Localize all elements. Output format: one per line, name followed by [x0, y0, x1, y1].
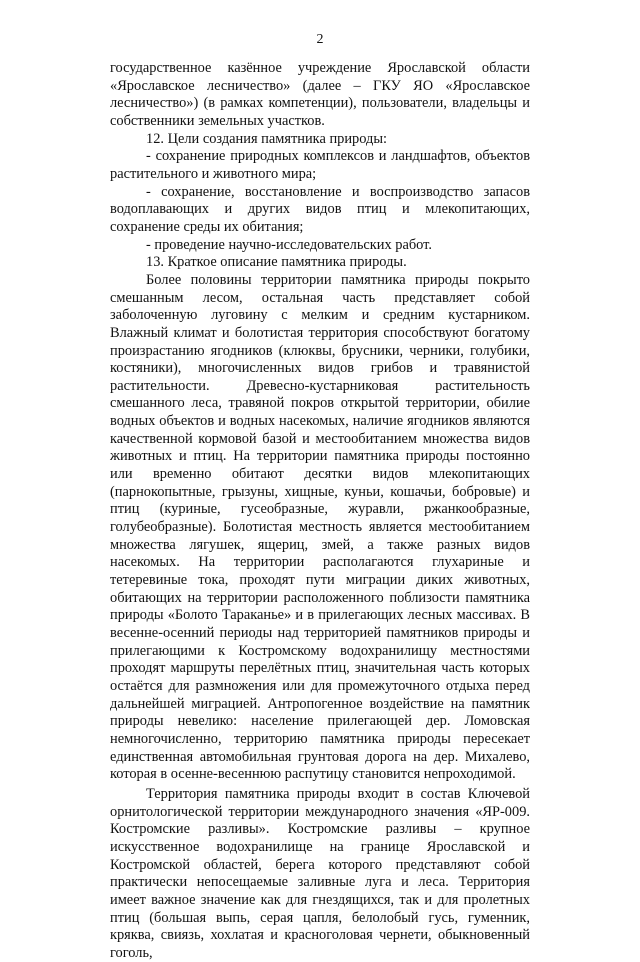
paragraph-goal-1: - сохранение природных комплексов и ландшафтов, объектов растительного и животного мира; — [110, 148, 530, 182]
page-number: 2 — [316, 32, 324, 47]
paragraph-ornithological-territory: Территория памятника природы входит в состав Ключевой орнитологической территории международного значения «ЯР-009. Костромские разливы». Костромские разливы – крупное искусственное водохранилище на границе Ярославской и Костромской областей, берега которого представляют собой практически непосещаемые заливные луга и леса. Территория имеет важное значение как для гнездящихся, так и для пролетных птиц (большая выпь, серая цапля, белолобый гусь, гуменник, кряква, свиязь, хохлатая и красноголовая чернети, обыкновенный гоголь, — [110, 785, 530, 961]
paragraph-description: Более половины территории памятника природы покрыто смешанным лесом, остальная часть представляет собой заболоченную луговину с мелким и средним кустарником. Влажный климат и болотистая территория способствуют богатому произрастанию ягодников (клюквы, брусники, черники, голубики, костяники), многочисленных видов грибов и травянистой растительности. Древесно-кустарниковая растительность смешанного леса, травяной покров открытой территории, обилие водных объектов и водных насекомых, наличие ягодников являются качественной кормовой базой и местообитанием множества видов животных и птиц. На территории памятника природы постоянно или временно обитают десятки видов млекопитающих (парнокопытные, грызуны, хищные, куньи, кошачьи, бобровые) и птиц (куриные, гусеобразные, журавли, ржанкообразные, голубеобразные). Болотистая местность является местообитанием множества лягушек, ящериц, змей, а также разных видов насекомых. На территории располагаются глухариные и тетеревиные тока, проходят пути миграции диких животных, обитающих на территории расположенного поблизости памятника природы «Болото Тараканье» и в прилегающих лесных массивах. В весенне-осенний периоды над территорией памятников природы и прилегающими к Костромскому водохранилищу местностями проходят маршруты перелётных птиц, значительная часть которых остаётся для размножения или для промежуточного отдыха перед дальнейшей миграцией. Антропогенное воздействие на памятник природы невелико: население прилегающей дер. Ломовская немногочисленно, территорию памятника природы пересекает единственная автомобильная грунтовая дорога на дер. Михалево, которая в осенне-весеннюю распутицу становится непроходимой. — [110, 271, 530, 783]
paragraph-description-heading: 13. Краткое описание памятника природы. — [146, 254, 407, 271]
document-body — [110, 60, 530, 962]
paragraph-authorities: государственное казённое учреждение Ярославской области «Ярославское лесничество» (далее – ГКУ ЯО «Ярославское лесничество») (в рамках компетенции), пользователи, владельцы и собственники земельных участков. — [110, 60, 530, 129]
paragraph-goals-heading: 12. Цели создания памятника природы: — [146, 130, 388, 147]
paragraph-goal-3: - проведение научно-исследовательских работ. — [146, 236, 432, 253]
paragraph-goal-2: - сохранение, восстановление и воспроизводство запасов водоплавающих и других видов птиц и млекопитающих, сохранение среды их обитания; — [110, 183, 530, 235]
